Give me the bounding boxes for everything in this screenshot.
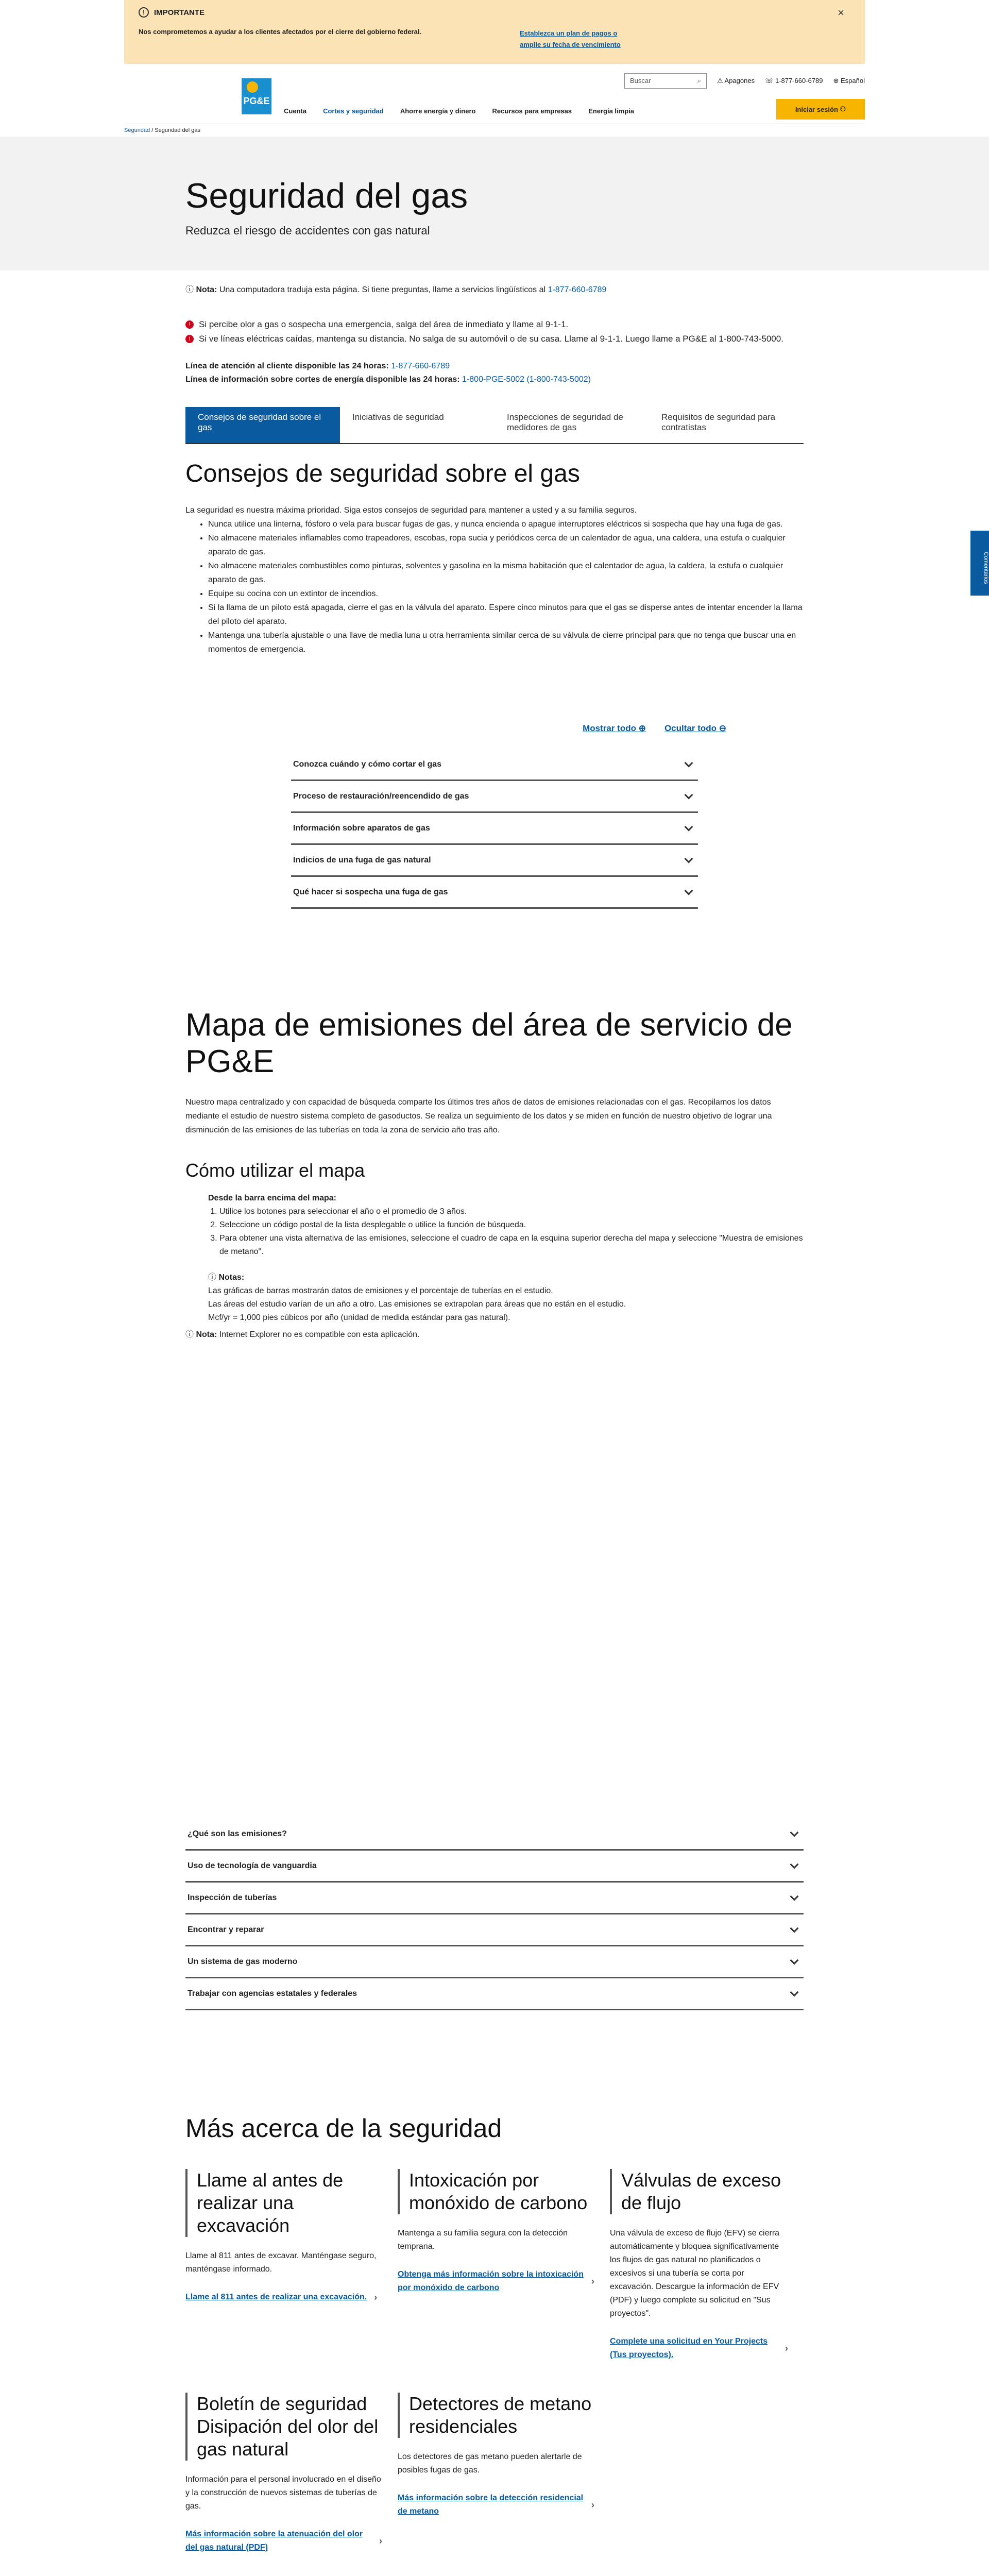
note-text: Una computadora traduja esta página. Si tiene preguntas, llame a servicios lingüísticos al xyxy=(219,285,546,294)
page-subtitle: Reduzca el riesgo de accidentes con gas natural xyxy=(185,224,430,237)
warning-text: Si ve líneas eléctricas caídas, mantenga su distancia. No salga de su automóvil o de su casa. Llame al 9-1-1. Luego llame a PG&E al 1-800-743-5000. xyxy=(199,334,783,344)
warning-item xyxy=(185,334,804,344)
tips-accordion xyxy=(291,749,698,909)
accordion-item[interactable] xyxy=(185,1978,804,2010)
more-section xyxy=(185,2113,804,2554)
alert-title: IMPORTANTE xyxy=(154,8,205,17)
steps-list xyxy=(219,1205,804,1259)
nav-item-account[interactable]: Cuenta xyxy=(284,107,307,115)
user-icon: ⚇ xyxy=(838,105,846,113)
alert-body xyxy=(139,28,850,50)
chevron-down-icon xyxy=(790,1988,799,1996)
list-item: • No almacene materiales combustibles como pinturas, solventes y gasolina en la misma habitación que el calentador de agua, la caldera, la estufa o cualquier aparato de gas. xyxy=(208,559,804,587)
section-title: Consejos de seguridad sobre el gas xyxy=(185,460,580,487)
tab-gas-tips[interactable]: Consejos de seguridad sobre el gas xyxy=(185,407,340,443)
card-title: Intoxicación por monóxido de carbono xyxy=(398,2169,594,2214)
hotline-label: Línea de información sobre cortes de energía disponible las 24 horas: xyxy=(185,375,460,384)
card-title: Llame al antes de realizar una excavación xyxy=(185,2169,382,2237)
signin-label: Iniciar sesión xyxy=(795,105,838,113)
accordion-item[interactable] xyxy=(185,1883,804,1914)
card-title: Válvulas de exceso de flujo xyxy=(610,2169,788,2214)
alert-title-row xyxy=(139,7,850,18)
card-link[interactable] xyxy=(185,2528,382,2554)
feedback-tab[interactable]: Comentarios xyxy=(970,531,989,596)
chevron-down-icon xyxy=(685,854,693,863)
breadcrumb-current: Seguridad del gas xyxy=(155,127,201,133)
card-text: Información para el personal involucrado en el diseño y la construcción de nuevos sistemas de tuberías de gas. xyxy=(185,2475,381,2511)
card xyxy=(185,2393,398,2554)
chevron-down-icon xyxy=(685,822,693,831)
notes-heading xyxy=(208,1271,804,1284)
plus-icon: ⊕ xyxy=(638,723,646,733)
card-link[interactable] xyxy=(398,2268,594,2295)
breadcrumb-separator: / xyxy=(151,127,154,133)
close-icon[interactable]: × xyxy=(838,6,844,19)
main-content xyxy=(185,283,804,656)
hotline-phone-link[interactable]: 1-877-660-6789 xyxy=(391,362,450,370)
list-item: • No almacene materiales inflamables como trapeadores, escobas, ropa sucia y periódicos cerca de un calentador de agua, una caldera, una estufa o cualquier aparato de gas. xyxy=(208,531,804,559)
card-link-label: Llame al 811 antes de realizar una excavación. xyxy=(185,2293,367,2301)
search-placeholder: Buscar xyxy=(629,77,651,84)
tab-meter-inspections[interactable]: Inspecciones de seguridad de medidores de gas xyxy=(507,412,623,432)
hero-inner xyxy=(185,176,804,238)
note-line: Las áreas del estudio varían de un año a otro. Las emisiones se extrapolan para áreas que no están en el estudio. xyxy=(208,1300,626,1309)
ie-note-label: Nota: xyxy=(196,1330,217,1339)
card-text: Mantenga a su familia segura con la detección temprana. xyxy=(398,2229,568,2251)
note-label: Nota: xyxy=(196,285,217,294)
map-intro: Nuestro mapa centralizado y con capacidad de búsqueda comparte los últimos tres años de datos de emisiones relacionadas con el gas. Recopilamos los datos mediante el estudio de nuestro sistema completo de gasoductos. Se realiza un seguimiento de los datos y se miden en función de nuestro objetivo de lograr una disminución de las emisiones de las tuberías en toda la zona de servicio año tras año. xyxy=(185,1098,772,1134)
nav-item-outages-safety[interactable]: Cortes y seguridad xyxy=(323,107,384,115)
alert-banner xyxy=(124,0,865,64)
language-label: Español xyxy=(841,77,865,84)
language-link[interactable]: ⊕ Español xyxy=(833,77,865,84)
chevron-down-icon xyxy=(790,1956,799,1964)
accordion-label: Trabajar con agencias estatales y federales xyxy=(187,1989,357,1998)
map-section xyxy=(185,1007,804,1819)
info-icon: ! xyxy=(139,7,149,18)
accordion-item[interactable] xyxy=(185,1851,804,1883)
alert-wrap xyxy=(0,0,989,64)
chevron-down-icon xyxy=(685,886,693,895)
card-link-label: Más información sobre la atenuación del olor del gas natural (PDF) xyxy=(185,2530,363,2552)
phone-link[interactable]: ☏ 1-877-660-6789 xyxy=(765,77,823,84)
minus-icon: ⊖ xyxy=(719,723,726,733)
alert-message: Nos comprometemos a ayudar a los clientes afectados por el cierre del gobierno federal. xyxy=(139,28,422,36)
map-title: Mapa de emisiones del área de servicio de PG&E xyxy=(185,1007,793,1079)
sun-icon xyxy=(247,81,258,93)
more-title: Más acerca de la seguridad xyxy=(185,2114,502,2143)
list-item: 3. Para obtener una vista alternativa de las emisiones, seleccione el cuadro de capa en la esquina superior derecha del mapa y seleccione "Muestra de emisiones de metano". xyxy=(219,1232,804,1259)
howto-steps xyxy=(208,1192,804,1259)
page-title: Seguridad del gas xyxy=(185,176,468,215)
alert-link[interactable]: Establezca un plan de pagos o amplíe su fecha de vencimiento xyxy=(520,29,621,48)
card xyxy=(398,2393,610,2554)
hotlines xyxy=(185,360,804,386)
card-title: Detectores de metano residenciales xyxy=(398,2393,594,2438)
card-link-label: Obtenga más información sobre la intoxicación por monóxido de carbono xyxy=(398,2270,584,2292)
show-all-label: Mostrar todo xyxy=(583,723,636,733)
outages-link[interactable]: ⚠ Apagones xyxy=(717,77,755,84)
card xyxy=(185,2169,398,2362)
card-link-label: Complete una solicitud en Your Projects (Tus proyectos). xyxy=(610,2337,768,2359)
chevron-down-icon xyxy=(685,790,693,799)
search-input[interactable] xyxy=(624,73,707,89)
alert-icon: ! xyxy=(185,335,194,343)
accordion-label: Uso de tecnología de vanguardia xyxy=(187,1861,317,1870)
signin-button[interactable] xyxy=(776,99,865,120)
howto-title: Cómo utilizar el mapa xyxy=(185,1160,365,1181)
card-text: Los detectores de gas metano pueden alertarle de posibles fugas de gas. xyxy=(398,2452,582,2475)
warning-item xyxy=(185,319,804,330)
card-text: Una válvula de exceso de flujo (EFV) se cierra automáticamente y bloquea significativamente los flujos de gas natural no planificados o excesivos si una tubería se corta por excavación. Descargue la información de EFV (PDF) y luego complete su solicitud en "Sus proyectos". xyxy=(610,2229,780,2318)
chevron-down-icon xyxy=(790,1924,799,1933)
map-notes xyxy=(208,1271,804,1325)
card-link[interactable] xyxy=(398,2492,594,2518)
hotline-row xyxy=(185,373,804,386)
search-icon[interactable]: ⌕ xyxy=(697,77,701,84)
info-icon: ⓘ xyxy=(185,285,194,294)
tips-list xyxy=(208,517,804,656)
hotline-label: Línea de atención al cliente disponible las 24 horas: xyxy=(185,362,389,370)
section-intro: La seguridad es nuestra máxima prioridad. Siga estos consejos de seguridad para mantener a usted y a su familia seguros. xyxy=(185,506,637,515)
card-link[interactable] xyxy=(610,2335,788,2362)
accordion-label: Proceso de restauración/reencendido de gas xyxy=(293,791,469,801)
note-line: Las gráficas de barras mostrarán datos de emisiones y el porcentaje de tuberías en el estudio. xyxy=(208,1286,553,1295)
logo[interactable] xyxy=(242,78,271,114)
logo-text: PG&E xyxy=(243,96,270,106)
accordion-label: Encontrar y reparar xyxy=(187,1925,264,1934)
accordion-item[interactable] xyxy=(291,749,698,781)
hero xyxy=(0,137,989,270)
howto-lead: Desde la barra encima del mapa: xyxy=(208,1194,336,1202)
chevron-down-icon xyxy=(790,1828,799,1837)
tab-bar xyxy=(185,407,804,444)
accordion-item[interactable] xyxy=(291,781,698,813)
breadcrumb xyxy=(124,124,865,137)
card-title: Boletín de seguridad Disipación del olor del gas natural xyxy=(185,2393,382,2461)
arrow-right-icon: › xyxy=(379,2536,382,2546)
warnings xyxy=(185,319,804,344)
accordion-label: Información sobre aparatos de gas xyxy=(293,823,430,833)
chevron-down-icon xyxy=(790,1892,799,1901)
accordion-item[interactable] xyxy=(185,1819,804,1851)
tab-contractor-requirements[interactable]: Requisitos de seguridad para contratistas xyxy=(661,412,776,432)
main-nav xyxy=(284,107,634,115)
card xyxy=(398,2169,610,2362)
accordion-item[interactable] xyxy=(185,1914,804,1946)
accordion-label: Inspección de tuberías xyxy=(187,1893,277,1902)
map-embed-area[interactable] xyxy=(185,1340,804,1819)
arrow-right-icon: › xyxy=(591,2276,594,2286)
card xyxy=(610,2169,804,2362)
nav-item-clean-energy[interactable]: Energía limpia xyxy=(588,107,635,115)
accordion-label: Qué hacer si sospecha una fuga de gas xyxy=(293,887,448,896)
breadcrumb-link[interactable]: Seguridad xyxy=(124,127,150,133)
card-link-label: Más información sobre la detección residencial de metano xyxy=(398,2494,584,2516)
show-all-button[interactable] xyxy=(583,723,646,734)
hide-all-label: Ocultar todo xyxy=(664,723,717,733)
expand-controls xyxy=(263,723,726,734)
hide-all-button[interactable] xyxy=(664,723,726,734)
hotline-phone-link[interactable]: 1-800-PGE-5002 (1-800-743-5002) xyxy=(462,375,591,384)
nav-item-business[interactable]: Recursos para empresas xyxy=(492,107,572,115)
accordion-item[interactable] xyxy=(185,1946,804,1978)
hotline-row xyxy=(185,360,804,373)
warning-text: Si percibe olor a gas o sospecha una emergencia, salga del área de inmediato y llame al 9-1-1. xyxy=(199,319,569,329)
accordion-item[interactable] xyxy=(291,877,698,909)
ie-note xyxy=(185,1328,804,1340)
header xyxy=(124,64,865,124)
alert-icon: ! xyxy=(185,320,194,329)
list-item: 1. Utilice los botones para seleccionar el año o el promedio de 3 años. xyxy=(219,1205,804,1218)
accordion-item[interactable] xyxy=(291,813,698,845)
accordion-label: ¿Qué son las emisiones? xyxy=(187,1829,287,1838)
card-text: Llame al 811 antes de excavar. Manténgase seguro, manténgase informado. xyxy=(185,2251,377,2274)
list-item: 2. Seleccione un código postal de la lista desplegable o utilice la función de búsqueda. xyxy=(219,1218,804,1232)
phone-label: 1-877-660-6789 xyxy=(775,77,823,84)
ie-note-text: Internet Explorer no es compatible con esta aplicación. xyxy=(219,1330,420,1339)
tab-initiatives[interactable]: Iniciativas de seguridad xyxy=(352,412,444,422)
accordion-label: Conozca cuándo y cómo cortar el gas xyxy=(293,759,442,769)
arrow-right-icon: › xyxy=(374,2292,378,2302)
chevron-down-icon xyxy=(685,758,693,767)
cards-grid xyxy=(185,2169,804,2554)
list-item: • Equipe su cocina con un extintor de incendios. xyxy=(208,587,804,601)
accordion-label: Indicios de una fuga de gas natural xyxy=(293,855,431,865)
emissions-accordion xyxy=(185,1819,804,2010)
note-phone-link[interactable]: 1-877-660-6789 xyxy=(548,285,607,294)
list-item: • Si la llama de un piloto está apagada, cierre el gas en la válvula del aparato. Espere cinco minutos para que el gas se disperse antes de intentar encender la llama del piloto del aparato. xyxy=(208,601,804,629)
translation-note xyxy=(185,283,804,295)
outages-label: Apagones xyxy=(724,77,755,84)
arrow-right-icon: › xyxy=(591,2500,594,2510)
info-icon: ⓘ xyxy=(185,1330,194,1339)
note-line: Mcf/yr = 1,000 pies cúbicos por año (unidad de medida estándar para gas natural). xyxy=(208,1313,510,1322)
info-icon: ⓘ xyxy=(208,1273,217,1282)
accordion-item[interactable] xyxy=(291,845,698,877)
list-item: • Mantenga una tubería ajustable o una llave de media luna u otra herramienta similar cerca de su válvula de cierre principal para que no tenga que buscar una en momentos de emergencia. xyxy=(208,629,804,656)
nav-item-save-energy[interactable]: Ahorre energía y dinero xyxy=(400,107,476,115)
chevron-down-icon xyxy=(790,1860,799,1869)
card-link[interactable] xyxy=(185,2291,382,2304)
top-tools xyxy=(624,73,865,89)
accordion-label: Un sistema de gas moderno xyxy=(187,1957,298,1966)
list-item: • Nunca utilice una linterna, fósforo o vela para buscar fugas de gas, y nunca encienda o apague interruptores eléctricos si sospecha que hay una fuga de gas. xyxy=(208,517,804,531)
notes-label: Notas: xyxy=(218,1273,245,1282)
arrow-right-icon: › xyxy=(785,2343,788,2353)
